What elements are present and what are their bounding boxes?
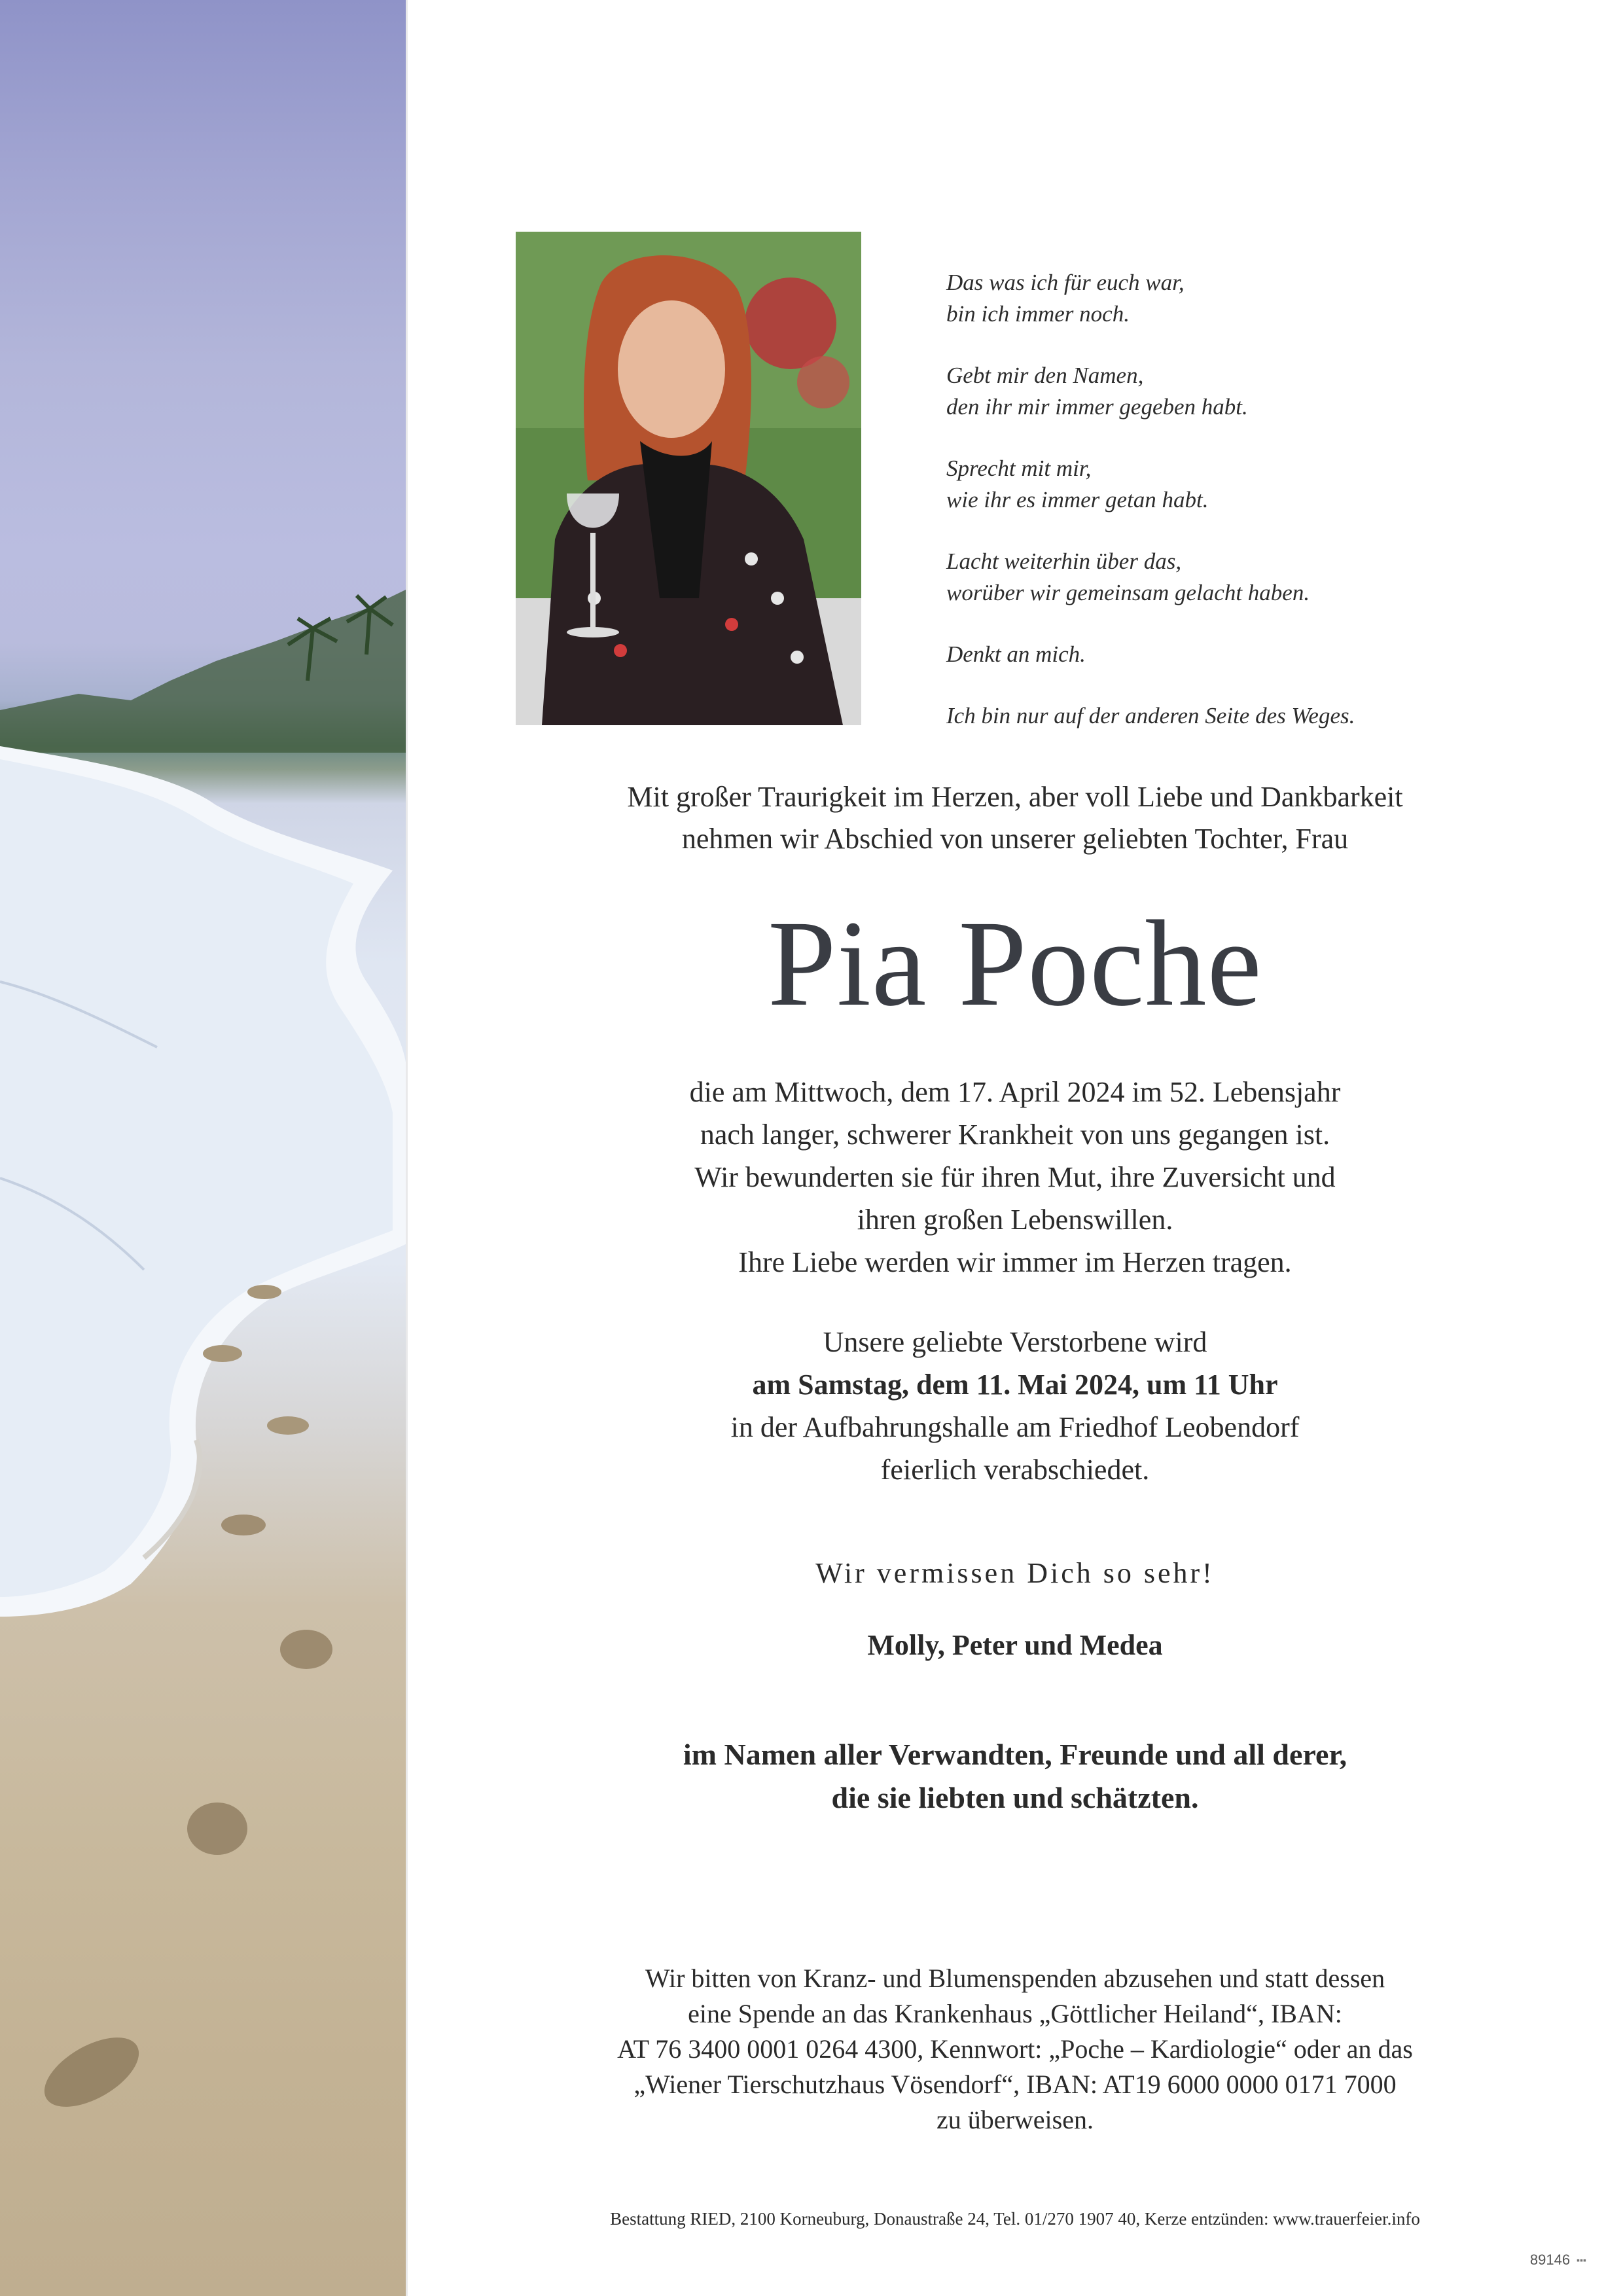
ceremony-line: feierlich verabschiedet. — [880, 1454, 1150, 1486]
farewell-line: Wir vermissen Dich so sehr! — [815, 1557, 1215, 1589]
ceremony-location: in der Aufbahrungshalle am Friedhof Leobendorf — [730, 1411, 1300, 1443]
poem-stanza: Lacht weiterhin über das, worüber wir gemeinsam gelacht haben. — [946, 548, 1310, 605]
relatives-line: im Namen aller Verwandten, Freunde und all derer, die sie liebten und schätzten. — [683, 1738, 1347, 1814]
funeral-home-footer: Bestattung RIED, 2100 Korneuburg, Donaustraße 24, Tel. 01/270 1907 40, Kerze entzünden: www.trauerfeier.info — [610, 2209, 1420, 2229]
beach-image — [0, 0, 407, 2296]
intro-text — [407, 776, 1623, 860]
intro-line: Mit großer Traurigkeit im Herzen, aber voll Liebe und Dankbarkeit — [627, 781, 1403, 813]
deceased-name: Pia Poche — [768, 895, 1262, 1031]
family-names: Molly, Peter und Medea — [867, 1629, 1163, 1661]
poem-stanza: Das was ich für euch war, bin ich immer noch. — [946, 270, 1185, 327]
beach-scene-graphic — [0, 0, 407, 2296]
document-number: 89146 — [1529, 2251, 1571, 2268]
obituary-body: die am Mittwoch, dem 17. April 2024 im 52. Lebensjahr nach langer, schwerer Krankheit von uns gegangen ist. Wir bewunderten sie für ihren Mut, ihre Zuversicht und ihren großen Lebenswillen. Ihre Liebe werden wir immer im Herzen tragen. — [689, 1076, 1341, 1278]
poem-stanza: Denkt an mich. — [946, 641, 1086, 667]
portrait-photo — [516, 232, 861, 725]
ceremony-line: Unsere geliebte Verstorbene wird — [823, 1326, 1207, 1358]
poem-stanza: Ich bin nur auf der anderen Seite des Weges. — [946, 703, 1355, 728]
ceremony-date: am Samstag, dem 11. Mai 2024, um 11 Uhr — [752, 1369, 1278, 1401]
printer-logo-icon: ▪▪▪ — [1577, 2255, 1586, 2265]
ceremony-info — [407, 1321, 1623, 1491]
portrait-graphic — [516, 232, 861, 725]
poem-stanza: Sprecht mit mir, wie ihr es immer getan habt. — [946, 456, 1209, 512]
donation-request: Wir bitten von Kranz- und Blumenspenden abzusehen und statt dessen eine Spende an das Krankenhaus „Göttlicher Heiland“, IBAN: AT 76 3400 0001 0264 4300, Kennwort: „Poche – Kardiologie“ oder an das „Wiener Tierschutzhaus Vösendorf“, IBAN: AT19 6000 0000 0171 7000 zu überweisen. — [617, 1964, 1413, 2134]
poem — [946, 267, 1444, 762]
poem-stanza: Gebt mir den Namen, den ihr mir immer gegeben habt. — [946, 363, 1248, 420]
intro-line: nehmen wir Abschied von unserer geliebten Tochter, Frau — [681, 823, 1349, 855]
document-code — [1530, 2251, 1586, 2269]
